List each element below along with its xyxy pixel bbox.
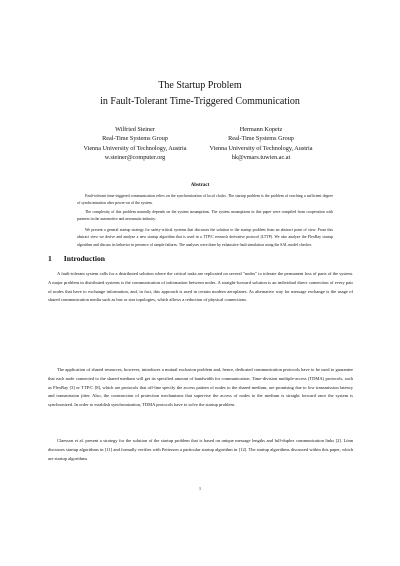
author-block-1 [65,125,205,163]
page-number: 1 [198,486,202,491]
author-block-2 [186,125,336,163]
author-affiliation: Vienna University of Technology, Austria [209,144,313,152]
author-email: w.steiner@computer.org [104,154,166,162]
author-name: Wilfried Steiner [115,126,155,133]
author-group: Real-Time Systems Group [102,135,168,143]
author-name: Hermann Kopetz [239,126,283,133]
body-text: The application of shared resources, however, introduces a mutual exclusion problem and, hence, dedicated communication protocols have to be used to guarantee that each node connected to the shared medium will get its specified amount of bandwidth for communication. Time-division multiple-access (TDMA) protocols, such as FlexRay [3] or TTP/C [8], which are protocols that off-line specify the access pattern of nodes to the shared medium, are promising due to low transmission latency and transmission jitter. Also, the construction of protection mechanisms that supervise the access of nodes to the medium is straight forward once the system is synchronized. In order to establish synchronization, TDMA protocols have to solve the startup problem. [48,367,353,408]
paper-title-line1: The Startup Problem [158,80,242,91]
body-text: A fault-tolerant system calls for a distributed solution where the critical tasks are replicated on several "nodes" to tolerate the permanent loss of parts of the system. A major problem in distributed systems is the communication of information between nodes. A straight-forward solution is an individual direct connection of every pair of nodes that have to exchange information, and, in fact, this approach is used in certain modern aeroplanes. As alternative way for message exchange is the usage of shared communication media such as bus or star topologies, which allows a reduction of physical connections. [48,271,353,303]
section-number: 1 [48,254,52,263]
body-text: Claesson et al. present a strategy for the solution of the startup problem that is based on unique message lengths and full-duplex communication links [2]. Lönn discusses startup algorithms in [11] and formally verifies with Petterson a particular startup algorithm in [12]. The startup algorithms discussed within this paper, which are startup algorithms [48,438,353,461]
abstract-text: Fault-tolerant time-triggered communication relies on the synchronization of local clocks. The startup problem is the problem of reaching a sufficient degree of synchronization after power-on of the system. [77,194,333,206]
section-title: Introduction [63,254,106,263]
abstract-paragraph-3 [77,227,333,249]
author-affiliation: Vienna University of Technology, Austria [83,144,187,152]
paper-title-line2: in Fault-Tolerant Time-Triggered Communication [100,96,300,107]
abstract-paragraph-2 [77,209,333,224]
body-paragraph-3 [48,437,353,463]
abstract-text: The complexity of this problem naturally depends on the system assumptions. The system assumptions in this paper were compiled from cooperation with partners in the automotive and aeronautic industry. [77,210,333,222]
body-paragraph-1 [48,270,353,305]
body-paragraph-2 [48,366,353,410]
abstract-text: We present a general startup strategy for safety-critical systems that discusses the solution to the startup problem from an abstract point of view. From this abstract view we derive and analyze a new startup algorithm that is used in a TTP/C research derivative protocol (LTTP). We also analyze the FlexRay startup algorithm and discuss its behavior in presence of simple failures. The analyses were done by exhaustive fault simulation using the SAL model checker. [77,228,333,247]
abstract-heading: Abstract [190,183,210,188]
section-heading [48,254,117,263]
author-email: hk@vmars.tuwien.ac.at [231,154,291,162]
author-group: Real-Time Systems Group [228,135,294,143]
abstract-paragraph-1 [77,193,333,208]
